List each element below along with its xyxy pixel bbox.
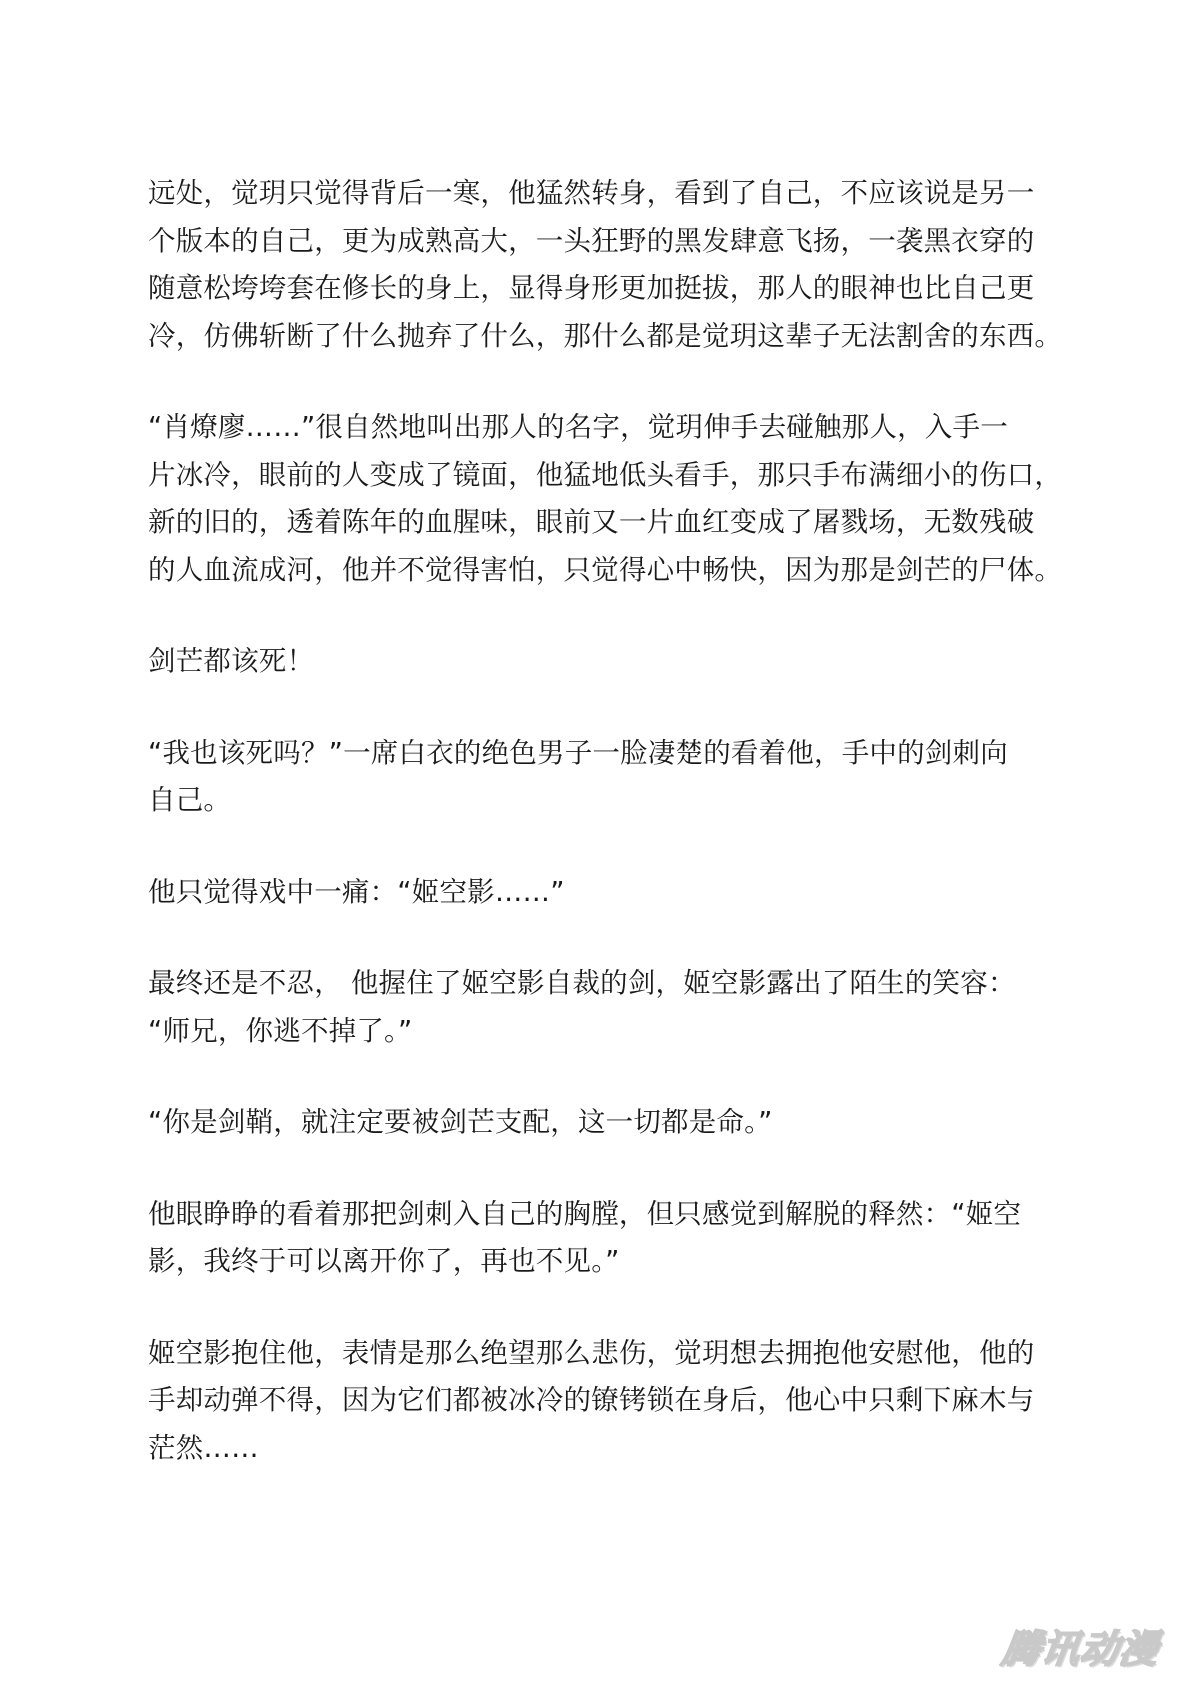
watermark-text: 腾讯动漫 bbox=[999, 1626, 1162, 1671]
paragraph-3: 剑芒都该死！ bbox=[148, 645, 315, 677]
paragraph-1: 远处，觉玥只觉得背后一寒，他猛然转身，看到了自己，不应该说是另一 个版本的自己，更为成熟高大，一头狂野的黑发肆意飞扬，一袭黑衣穿的 随意松垮垮套在修长的身上，显得身形更加挺拔，那人的眼神也比自己更 冷，仿佛斩断了什么抛弃了什么，那什么都是觉玥这辈子无法割舍的东西。 bbox=[148, 177, 1063, 352]
paragraph-5: 他只觉得戏中一痛：“姬空影……” bbox=[148, 875, 565, 908]
paragraph-6: 最终还是不忍， 他握住了姬空影自裁的剑，姬空影露出了陌生的笑容： “师兄，你逃不掉了。” bbox=[148, 967, 1016, 1047]
paragraph-2: “肖燎廖……”很自然地叫出那人的名字，觉玥伸手去碰触那人，入手一 片冰冷，眼前的人变成了镜面，他猛地低头看手，那只手布满细小的伤口， 新的旧的，透着陈年的血腥味，眼前又一片血红变成了屠戮场，无数残破 的人血流成河，他并不觉得害怕，只觉得心中畅快，因为那是剑芒的尸体。 bbox=[148, 411, 1063, 586]
paragraph-4: “我也该死吗？”一席白衣的绝色男子一脸凄楚的看着他，手中的剑刺向 自己。 bbox=[148, 736, 1008, 816]
tencent-comics-watermark bbox=[986, 1620, 1176, 1670]
story-text bbox=[148, 170, 1078, 1472]
paragraph-7: “你是剑鞘，就注定要被剑芒支配，这一切都是命。” bbox=[148, 1106, 773, 1138]
paragraph-8: 他眼睁睁的看着那把剑刺入自己的胸膛，但只感觉到解脱的释然：“姬空 影，我终于可以离开你了，再也不见。” bbox=[148, 1197, 1022, 1277]
paragraph-9: 姬空影抱住他，表情是那么绝望那么悲伤，觉玥想去拥抱他安慰他，他的 手却动弹不得，因为它们都被冰冷的镣铐锁在身后，他心中只剩下麻木与 茫然…… bbox=[148, 1336, 1035, 1464]
